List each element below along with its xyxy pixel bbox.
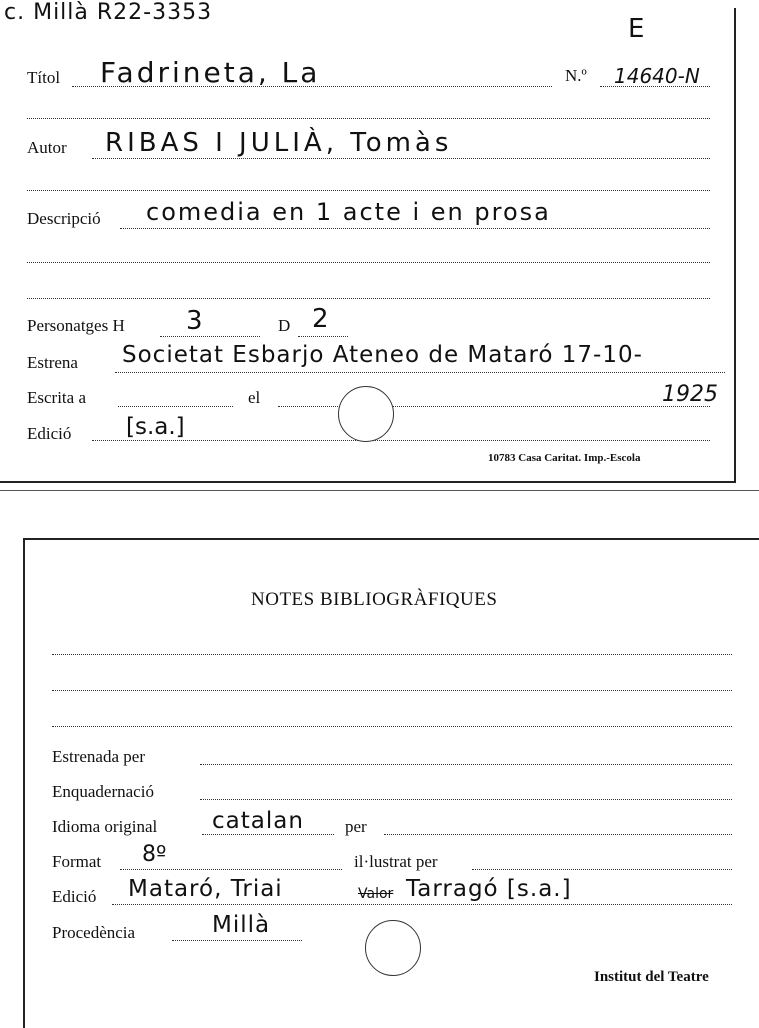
personatges-d-line [298, 336, 348, 337]
notes-line-3 [52, 726, 732, 727]
escrita-line [118, 406, 233, 407]
estrena-value: Societat Esbarjo Ateneo de Mataró 17-10- [122, 342, 643, 368]
illustrat-line [472, 869, 732, 870]
idioma-line [202, 834, 334, 835]
el-label: el [248, 388, 261, 407]
descripcio-line-2 [27, 262, 710, 263]
edicio2-value-b: Tarragó [s.a.] [406, 876, 572, 902]
estrena-label: Estrena [27, 353, 78, 372]
autor-line-2 [27, 190, 710, 191]
format-label: Format [52, 852, 102, 871]
personatges-d-value: 2 [312, 304, 329, 334]
estrenada-line [200, 764, 732, 765]
institution-mark: Institut del Teatre [594, 969, 709, 985]
enquadernacio-line [200, 799, 732, 800]
idioma-value: catalan [212, 808, 304, 834]
personatges-h-line [160, 336, 260, 337]
autor-label: Autor [27, 138, 67, 157]
edicio2-label: Edició [52, 887, 97, 906]
enquadernacio-label: Enquadernació [52, 782, 154, 801]
procedencia-label: Procedència [52, 923, 136, 942]
card-separator [0, 490, 759, 491]
notes-line-2 [52, 690, 732, 691]
estrena-line [115, 372, 725, 373]
corner-letter: E [628, 14, 645, 44]
punch-hole [338, 386, 394, 442]
edicio-line [92, 440, 710, 441]
edicio-label: Edició [27, 424, 72, 443]
notes-heading: NOTES BIBLIOGRÀFIQUES [251, 589, 498, 610]
procedencia-line [172, 940, 302, 941]
personatges-h-value: 3 [186, 306, 203, 336]
numero-value: 14640-N [614, 64, 700, 88]
punch-hole-2 [365, 920, 421, 976]
estrenada-label: Estrenada per [52, 747, 145, 766]
idioma-label: Idioma original [52, 817, 158, 836]
printer-mark: 10783 Casa Caritat. Imp.-Escola [488, 452, 641, 464]
per-line [384, 834, 732, 835]
edicio2-struck: Valor [358, 886, 394, 902]
notes-line-1 [52, 654, 732, 655]
edicio-value: [s.a.] [126, 414, 185, 440]
edicio2-line [112, 904, 732, 905]
titol-line [72, 86, 552, 87]
numero-line [600, 86, 710, 87]
edicio2-value-a: Mataró, Triai [128, 876, 283, 902]
autor-line [92, 158, 710, 159]
descripcio-line-3 [27, 298, 710, 299]
escrita-year: 1925 [662, 382, 718, 407]
titol-line-2 [27, 118, 710, 119]
titol-value: Fadrineta, La [100, 56, 321, 89]
titol-label: Títol [27, 68, 61, 87]
descripcio-value: comedia en 1 acte i en prosa [146, 198, 551, 226]
personatges-d-label: D [278, 316, 291, 335]
procedencia-value: Millà [212, 912, 271, 938]
descripcio-line [120, 228, 710, 229]
format-line [120, 869, 342, 870]
descripcio-label: Descripció [27, 209, 101, 228]
personatges-label: Personatges H [27, 316, 125, 335]
numero-label: N.º [565, 66, 587, 85]
autor-value: RIBAS I JULIÀ, Tomàs [105, 128, 453, 158]
archive-reference: c. Millà R22-3353 [4, 0, 213, 25]
illustrat-label: il·lustrat per [354, 852, 438, 871]
format-value: 8º [142, 842, 167, 867]
escrita-label: Escrita a [27, 388, 86, 407]
per-label: per [345, 817, 367, 836]
